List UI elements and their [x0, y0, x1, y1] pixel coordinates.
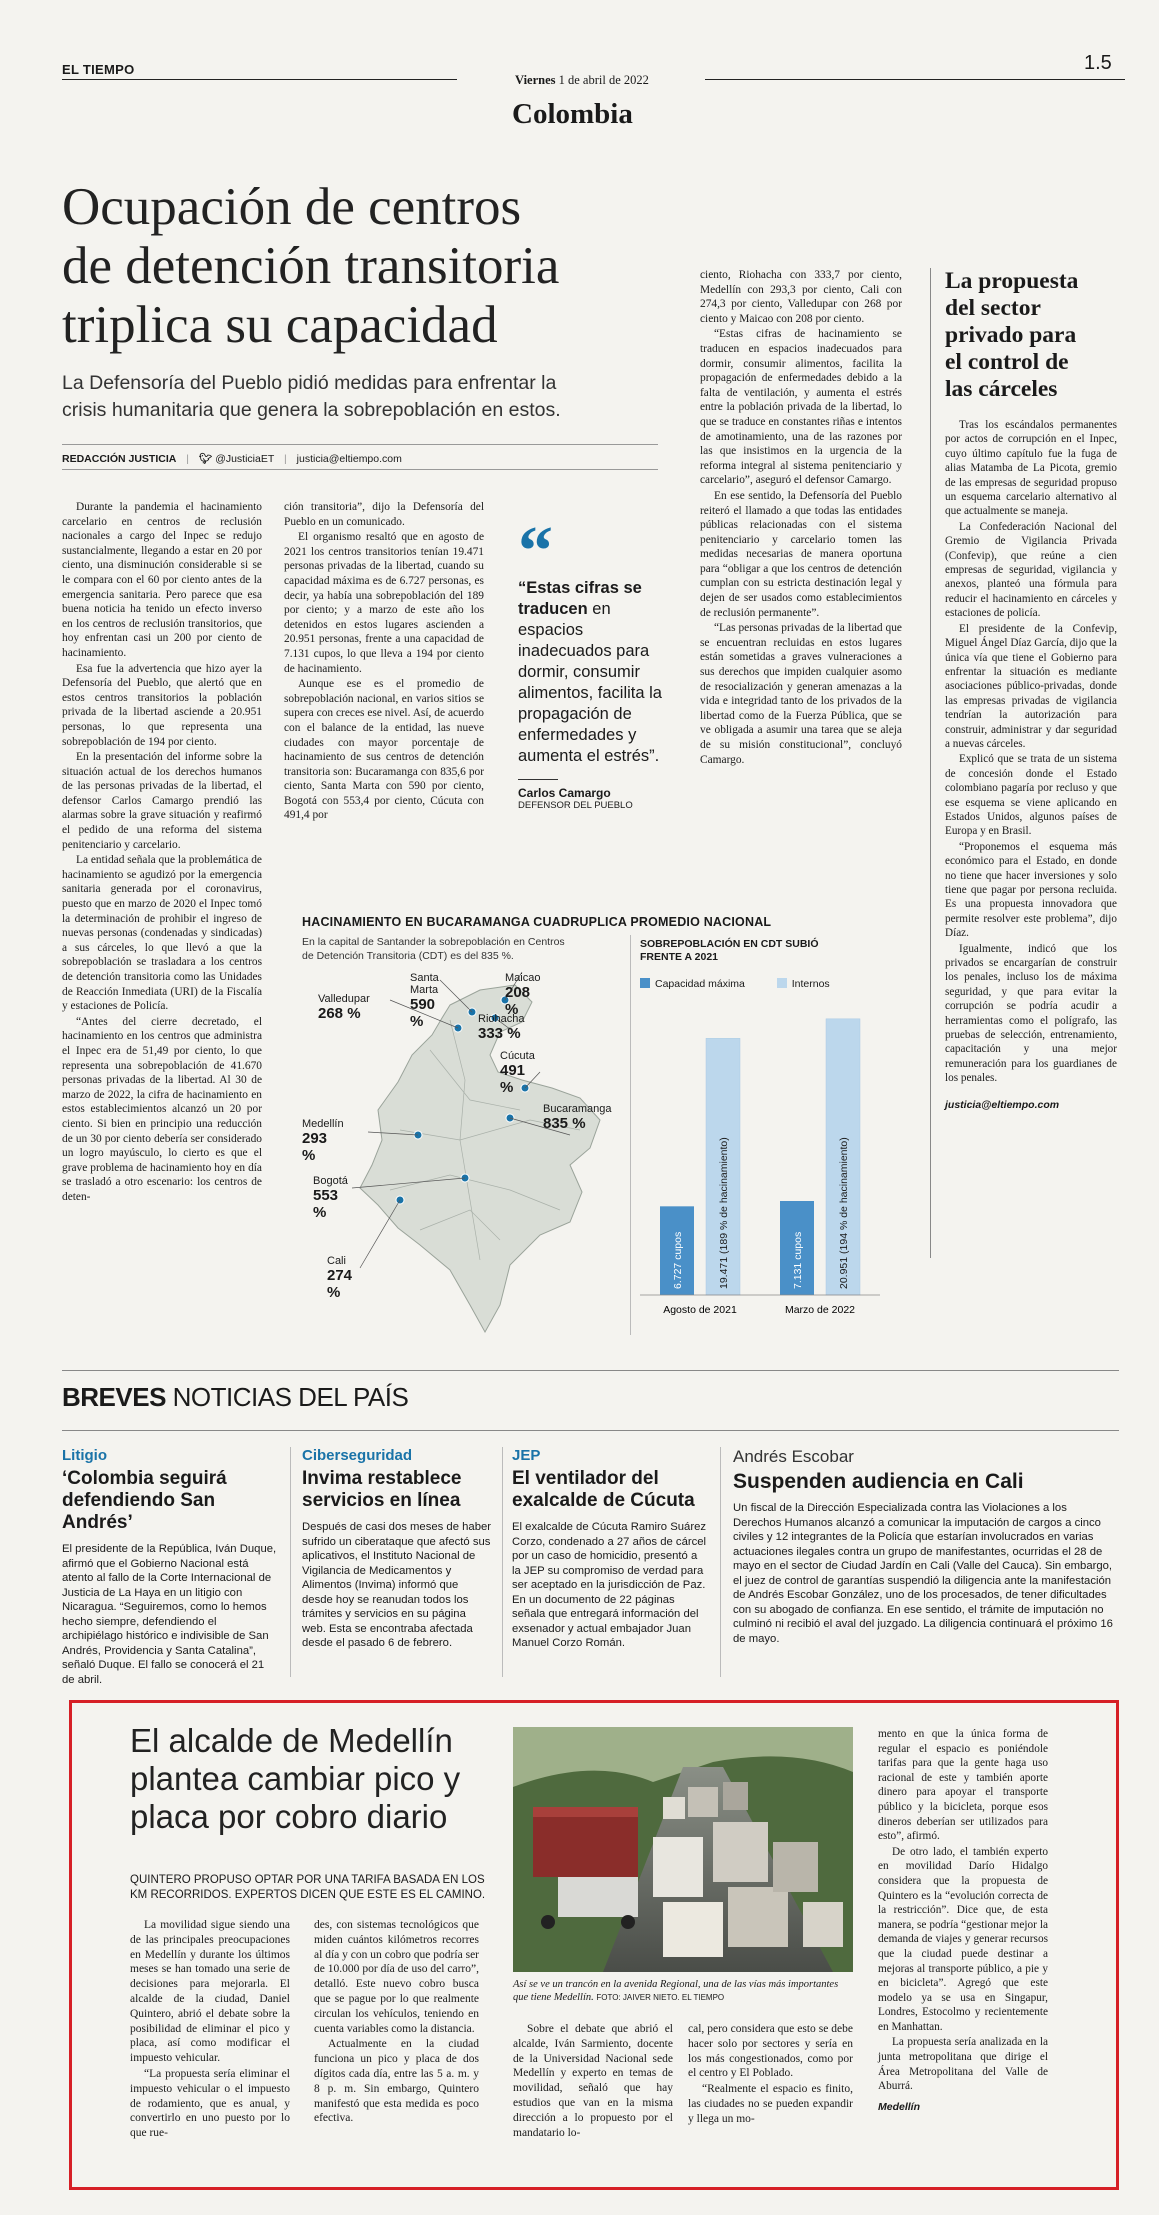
quote-bold: “Estas cifras se traducen	[518, 579, 642, 618]
infographic-title: HACINAMIENTO EN BUCARAMANGA CUADRUPLICA PROMEDIO NACIONAL	[302, 915, 772, 929]
breve-divider	[720, 1447, 721, 1677]
byline-rule-bottom	[62, 469, 658, 470]
byline-row: REDACCIÓN JUSTICIA | 🐦︎ @JusticiaET | justicia@eltiempo.com	[62, 453, 402, 465]
breve-divider	[502, 1447, 503, 1677]
headline-line: triplica su capacidad	[62, 296, 498, 354]
header-date: Viernes 1 de abril de 2022	[515, 73, 649, 87]
breve-andres-escobar: Andrés Escobar Suspenden audiencia en Cali Un fiscal de la Dirección Especializada contra las Violaciones a los Derechos Humanos alcanzó a comunicar la imputación de cargos a cinco civiles y 12 integrantes de la Policía que estarían involucrados en varias actuaciones ilegales contra un grupo de manifestantes, ocurridas el 28 de mayo en el sector de Ciudad Jardín en Cali (Valle del Cauca). Sin embargo, el juez de control de garantías suspendió la diligencia ante la manifestación de Andrés Escobar González, uno de los procesados, de tener dificultades con su abogado de confianza. En ese sentido, el trámite de imputación no culminó ni recibió el aval del juzgado. La diligencia continuará el próximo 16 de mayo.	[733, 1447, 1113, 1645]
twitter-handle[interactable]: @JusticiaET	[215, 453, 275, 465]
twitter-icon: 🐦︎	[198, 453, 213, 465]
bar-label: 19.471 (189 % de hacinamiento)	[718, 1137, 730, 1289]
city-maicao: Maicao 208 %	[505, 972, 541, 1018]
medellin-col-4: cal, pero considera que esto se debe hacer solo por sectores y sería en los más congestionados, como por el centro y El Poblado. “Realmente el espacio es finito, las ciudades no se pueden expandir y llega un mo-	[688, 2023, 853, 2125]
medellin-col-2: des, con sistemas tecnológicos que miden cuántos kilómetros recorres al día y con un cobro que podría ser de 10.000 por día de uso del carro”, detalló. Este nuevo cobro busca que se pague por lo que realmente circulan los vehículos, teniendo en cuenta variables como la distancia. Actualmente en la ciudad funciona un pico y placa de dos dígitos cada día, entre las 5 a. m. y 8 p. m. Sin embargo, Quintero manifestó que esta medida es poco efectiva.	[314, 1919, 479, 2125]
headline-line: de detención transitoria	[62, 237, 560, 295]
dek-line: crisis humanitaria que genera la sobrepoblación en estos.	[62, 399, 561, 421]
legend-swatch-inmates	[777, 978, 787, 988]
masthead-logo: EL TIEMPO	[62, 62, 135, 77]
city-valledupar: Valledupar 268 %	[318, 993, 370, 1022]
medellin-col-1: La movilidad sigue siendo una de las principales preocupaciones en Medellín y durante los últimos meses se han tomado una serie de decisiones para mejorarla. El alcalde de la ciudad, Daniel Quintero, abrió el debate sobre la posibilidad de eliminar el pico y placa, así como modificar el impuesto vehicular. “La propuesta sería eliminar el impuesto vehicular o el impuesto de rodamiento, que es anual, y convertirlo en uno puesto por lo que rue-	[130, 1919, 290, 2140]
legend-swatch-capacity	[640, 978, 650, 988]
byline-rule-top	[62, 444, 658, 445]
city-bucaramanga: Bucaramanga 835 %	[543, 1103, 612, 1132]
legend-label: Internos	[791, 978, 830, 990]
header-rule-right	[705, 79, 1125, 80]
quote-role: DEFENSOR DEL PUEBLO	[518, 800, 633, 811]
byline: REDACCIÓN JUSTICIA	[62, 453, 177, 465]
pull-quote	[518, 513, 668, 811]
headline-line: Ocupación de centros	[62, 178, 522, 236]
breves-rule-top	[62, 1370, 1119, 1371]
quote-author: Carlos Camargo	[518, 786, 611, 800]
medellin-headline: El alcalde de Medellín plantea cambiar pico y placa por cobro diario	[130, 1722, 461, 1835]
photo-caption: Así se ve un trancón en la avenida Regional, una de las vías más importantes que tiene Medellín. FOTO: JAIVER NIETO. EL TIEMPO	[513, 1979, 839, 2003]
chart-divider	[630, 935, 631, 1335]
main-col-1: Durante la pandemia el hacinamiento carcelario en centros de reclusión nacionales a cargo del Inpec se redujo sustancialmente, llegando a estar en 20 por ciento, una disminución considerable si se le compara con el 60 por ciento antes de la emergencia sanitaria. Pero parece que esa buena noticia ha tenido un efecto inverso en los centros de reclusión transitorios, que hoy enfrentan casi un 200 por ciento de hacinamiento. Esa fue la advertencia que hizo ayer la Defensoría del Pueblo, que alertó que en estos centros transitorios la población privada de la libertad asciende a 20.951 personas, lo que representa una sobrepoblación de 194 por ciento. En la presentación del informe sobre la situación actual de los derechos humanos de las personas privadas de la libertad, el defensor Carlos Camargo prendió las alarmas sobre la grave situación y reafirmó el pedido de una reforma del sistema penitenciario y carcelario. La entidad señala que la problemática de hacinamiento se agudizó por la emergencia sanitaria generada por el coronavirus, puesto que en marzo de 2020 el Inpec tomó la determinación de prohibir el ingreso de nuevas personas (condenadas y sindicadas) a sus cárceles, lo que llevó a que la sobrepoblación se trasladara a los centros de detención transitoria como las Unidades de Reacción Inmediata (URI) de la Fiscalía y estaciones de Policía. “Antes del cierre decretado, el hacinamiento en los centros que administra el Inpec era de 51,49 por ciento, lo que representa una sobrepoblación de 41.670 personas privadas de la libertad. Al 30 de marzo de 2022, la cifra de hacinamiento en estos establecimientos alcanzó un 20 por ciento. Si bien en principio una reducción de un 30 por ciento debería ser considerado un logro mayúsculo, lo cierto es que el grave problema de hacinamiento hoy en día se trasladó a otro escenario: los centros de deten-	[62, 501, 262, 1203]
medellin-col-3: Sobre el debate que abrió el alcalde, Iván Sarmiento, docente de la Universidad Nacional sede Medellín y experto en temas de movilidad, señaló que hay estudios que van en la misma dirección a lo propuesto por el mandatario lo-	[513, 2023, 673, 2139]
city-cucuta: Cúcuta 491 %	[500, 1050, 535, 1096]
sidebar-email[interactable]: justicia@eltiempo.com	[945, 1098, 1060, 1111]
breves-rule-mid	[62, 1430, 1119, 1431]
breve-divider	[290, 1447, 291, 1677]
section-title: Colombia	[512, 98, 633, 130]
medellin-byline: Medellín	[878, 2100, 921, 2113]
main-headline	[62, 178, 702, 355]
bar-chart	[640, 995, 880, 1340]
bar-label: 7.131 cupos	[792, 1231, 804, 1289]
legend-label: Capacidad máxima	[655, 978, 745, 990]
quote-rest: en espacios inadecuados para dormir, consumir alimentos, facilita la propagación de enfermedades y aumenta el estrés”.	[518, 600, 662, 765]
traffic-photo	[513, 1727, 853, 1972]
chart-legend	[640, 978, 830, 990]
sidebar-body: Tras los escándalos permanentes por actos de corrupción en el Inpec, cuyo último capítulo fue la fuga de alias Matamba de La Picota, gremio de las empresas de seguridad propuso un esquema carcelario alternativo al que actualmente se maneja. La Confederación Nacional del Gremio de Vigilancia Privada (Confevip), que reúne a cien empresas de seguridad, vigilancia y anexos, planteó una fórmula para reducir el hacinamiento en cárceles y estaciones de policía. El presidente de la Confevip, Miguel Ángel Díaz García, dijo que la única vía que tiene el Gobierno para enfrentar la situación es mediante asociaciones público-privadas, donde las empresas privadas de vigilancia tendrían la autorización para construir, administrar y dar seguridad a nuevas cárceles. Explicó que se trata de un sistema de concesión donde el Estado colombiano pagaría por recluso y que ese esquema se viene aplicando en Estados Unidos, algunos países de Europa y en Brasil. “Proponemos el esquema más económico para el Estado, en donde no tiene que hacer inversiones y solo tiene que pagar por persona recluida. Es una propuesta innovadora que permite resolver este problema”, dijo Díaz. Igualmente, indicó que los privados se encargarían de construir los penales, incluso los de máxima seguridad, y que para evitar la corrupción se podría acudir a herramientas como el polígrafo, las pruebas de selección, entrenamiento, capacitación y una mejor remuneración para los guardianes de los penales. justicia@eltiempo.com	[945, 419, 1117, 1111]
main-dek	[62, 370, 702, 424]
main-col-4: ciento, Riohacha con 333,7 por ciento, Medellín con 293,3 por ciento, Cali con 274,3 por ciento, Valledupar con 268 por ciento y Maicao con 208 por ciento. “Estas cifras de hacinamiento se traducen en espacios inadecuados para dormir, consumir alimentos, facilita la propagación de enfermedades debido a la falta de ventilación, y aumenta el estrés entre la población privada de la libertad, lo que se traduce en constantes riñas e intentos de amotinamiento, una de las razones por las que insistimos en la urgencia de la reforma integral al sistema penitenciario y carcelario”, aseguró el defensor Camargo. En ese sentido, la Defensoría del Pueblo reiteró el llamado a que todas las entidades públicas relacionadas con el sistema penitenciario y carcelario tomen las medidas necesarias de manera oportuna para “obligar a que los centros de detención cumplan con su estricta destinación legal y dejen de ser usados como establecimientos de reclusión permanente”. “Las personas privadas de la libertad que se encuentran recluidas en estos lugares están sometidas a graves vulneraciones a sus derechos que impiden cualquier asomo de resocialización y generan amenazas a la vida e integridad tanto de los privados de la libertad como de la Fuerza Pública, que se ve obligada a asumir una tarea que se aleja de su misión constitucional”, concluyó Camargo.	[700, 269, 902, 766]
breve-jep: JEP El ventilador del exalcalde de Cúcuta El exalcalde de Cúcuta Ramiro Suárez Corzo, condenado a 27 años de cárcel por un caso de homicidio, presentó a la JEP su compromiso de verdad para ser aceptado en la jurisdicción de Paz. En un documento de 22 páginas señala que entregará información del exsenador y actual embajador Juan Manuel Corzo Román.	[512, 1447, 707, 1649]
breve-ciberseguridad: Ciberseguridad Invima restablece servicios en línea Después de casi dos meses de haber sufrido un ciberataque que afectó sus aplicativos, el Instituto Nacional de Vigilancia de Medicamentos y Alimentos (Invima) informó que desde hoy se reanudan todos los trámites y servicios en su página web. Esta se encontraba afectada desde el pasado 6 de febrero.	[302, 1447, 492, 1649]
city-riohacha: Riohacha 333 %	[478, 1013, 525, 1042]
dek-line: La Defensoría del Pueblo pidió medidas para enfrentar la	[62, 372, 557, 394]
category-label: Agosto de 2021	[663, 1304, 737, 1316]
bar-label: 6.727 cupos	[672, 1231, 684, 1289]
city-santa-marta: Santa Marta 590 %	[410, 972, 439, 1030]
header-rule-left	[62, 79, 457, 80]
byline-email[interactable]: justicia@eltiempo.com	[296, 453, 402, 465]
city-cali: Cali 274 %	[327, 1255, 353, 1301]
city-bogota: Bogotá 553 %	[313, 1175, 348, 1221]
sidebar-title: La propuesta del sector privado para el control de las cárceles	[945, 268, 1079, 402]
bar-label: 20.951 (194 % de hacinamiento)	[838, 1137, 850, 1289]
sidebar-divider	[930, 268, 931, 1258]
quote-mark-icon: “	[518, 513, 553, 590]
medellin-dek: QUINTERO PROPUSO OPTAR POR UNA TARIFA BASADA EN LOS KM RECORRIDOS. EXPERTOS DICEN QUE ESTE ES EL CAMINO.	[130, 1874, 486, 1901]
chart-title: SOBREPOBLACIÓN EN CDT SUBIÓ FRENTE A 2021	[640, 938, 819, 963]
city-medellin: Medellín 293 %	[302, 1118, 344, 1164]
infographic-subtitle: En la capital de Santander la sobrepoblación en Centros de Detención Transitoria (CDT) es del 835 %.	[302, 936, 565, 962]
page-number: 1.5	[1084, 52, 1112, 74]
main-col-2: ción transitoria”, dijo la Defensoría del Pueblo en un comunicado. El organismo resaltó que en agosto de 2021 los centros transitorios tenían 19.471 personas privadas de la libertad, cuando su capacidad máxima es de 6.727 personas, es decir, ya había una sobrepoblación del 189 por ciento; y a marzo de este año los detenidos en estos lugares ascienden a 20.951 personas, frente a una capacidad de 7.131 cupos, lo que lleva a 194 por ciento de hacinamiento. Aunque ese es el promedio de sobrepoblación nacional, en varios sitios se supera con creces ese nivel. Así, de acuerdo con el balance de la entidad, las nueve ciudades con mayor porcentaje de hacinamiento de sus centros de detención transitoria son: Bucaramanga con 835,6 por ciento, Santa Marta con 590 por ciento, Bogotá con 553,4 por ciento, Cúcuta con 491,4 por	[284, 501, 484, 822]
category-label: Marzo de 2022	[784, 1304, 856, 1316]
breves-heading: BREVES NOTICIAS DEL PAÍS	[62, 1382, 409, 1412]
breve-litigio: Litigio ‘Colombia seguirá defendiendo San Andrés’ El presidente de la República, Iván Duque, afirmó que el Gobierno Nacional está atento al fallo de la Corte Internacional de Justicia de La Haya en un litigio con Nicaragua. “Seguiremos, como lo hemos hecho siempre, defendiendo el archipiélago histórico e indivisible de San Andrés, Providencia y Santa Catalina”, señaló Duque. El fallo se conocerá el 21 de abril.	[62, 1447, 277, 1686]
medellin-col-5: mento en que la única forma de regular el espacio es poniéndole tarifas para que la gente haga uso racional de este y también aporte dinero para apoyar el transporte público y la bicicleta, porque esos dineros deberían ser utilizados para esto”, afirmó. De otro lado, el también experto en movilidad Darío Hidalgo considera que la propuesta de Quintero es la “evolución correcta de la restricción”. Dice que, de esta manera, se podría “gestionar mejor la demanda de viajes y generar recursos que la ciudad puede destinar a mejoras al transporte público, a pie y en bicicleta”. Agregó que este modelo ya se usa en Singapur, Londres, Estocolmo y recientemente en Manhattan. La propuesta sería analizada en la junta metropolitana que dirige el Área Metropolitana del Valle de Aburrá. Medellín	[878, 1728, 1048, 2113]
